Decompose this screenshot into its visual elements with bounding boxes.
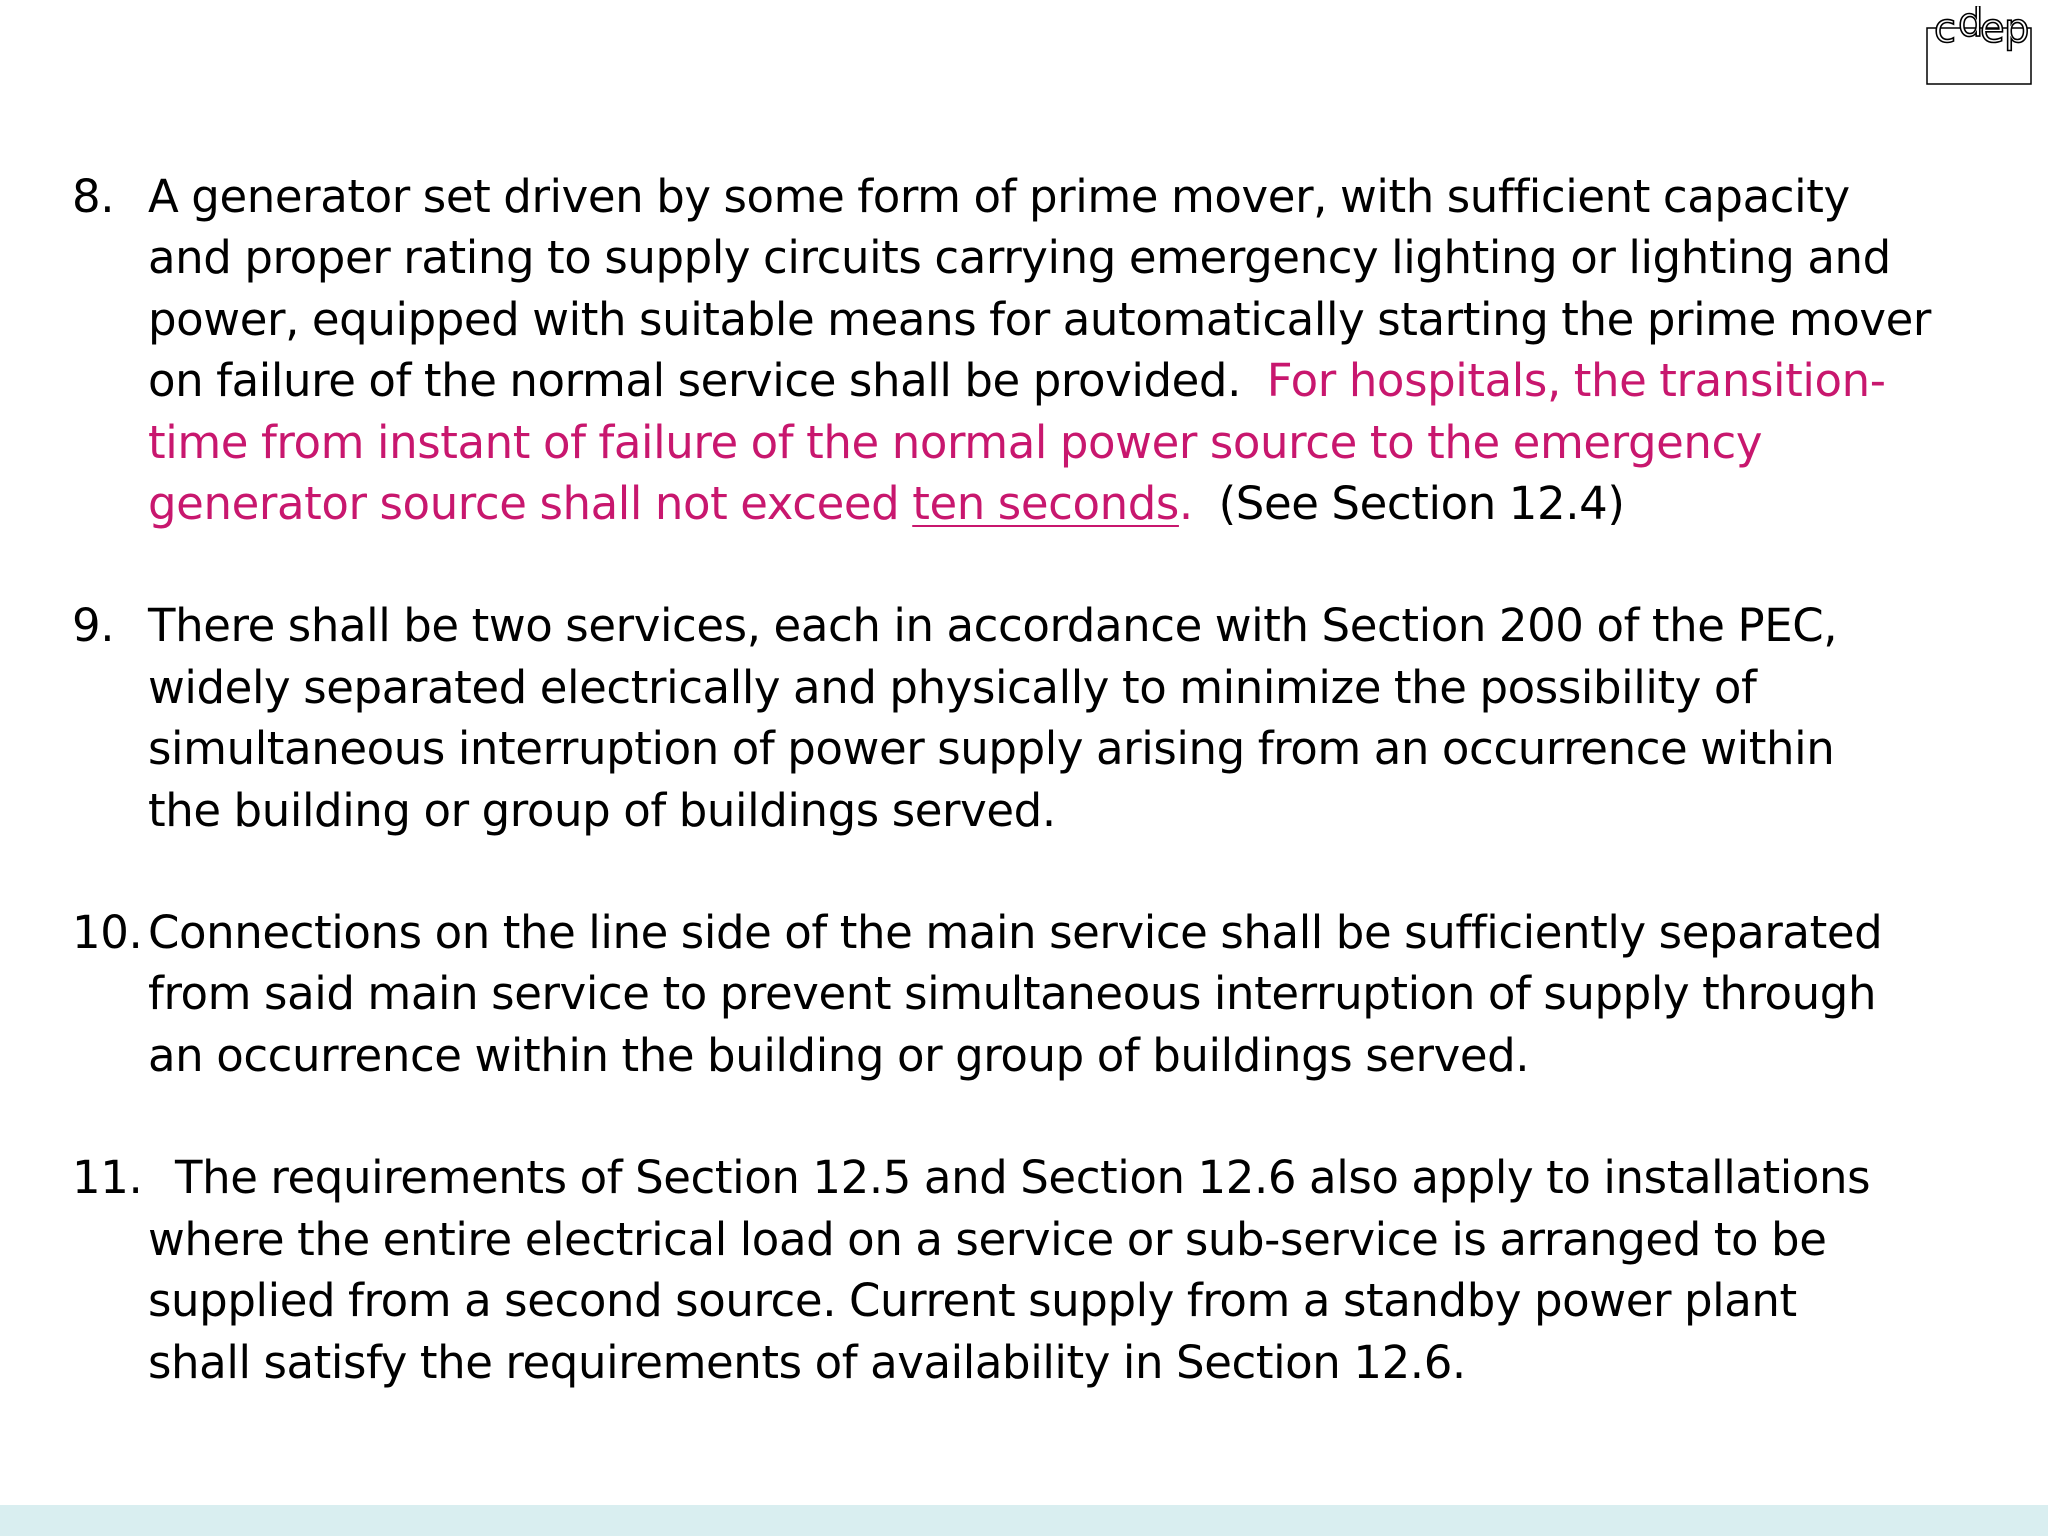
item-line: There shall be two services, each in accordance with Section 200 of the PEC, — [148, 599, 1838, 653]
item-number: 11. — [72, 1151, 143, 1205]
item-line: the building or group of buildings served. — [148, 783, 1056, 837]
svg-text:p: p — [2004, 6, 2030, 52]
item-line: where the entire electrical load on a service or sub-service is arranged to be — [148, 1212, 1827, 1266]
item-number: 9. — [72, 599, 115, 653]
numbered-list — [72, 166, 1992, 1393]
item-line: and proper rating to supply circuits carrying emergency lighting or lighting and — [148, 231, 1891, 285]
item-line — [148, 350, 1992, 411]
item-line: shall satisfy the requirements of availability in Section 12.6. — [148, 1335, 1466, 1389]
ten-seconds-emphasis: ten seconds — [912, 477, 1179, 531]
svg-text:c: c — [1934, 6, 1956, 52]
item-line: The requirements of Section 12.5 and Section 12.6 also apply to installations — [175, 1151, 1871, 1205]
hospital-requirement-text: generator source shall not exceed — [148, 477, 900, 531]
item-number: 8. — [72, 170, 115, 223]
svg-text:e: e — [1980, 6, 2005, 52]
hospital-requirement-text: time from instant of failure of the normal power source to the emergency — [148, 415, 1763, 469]
list-item-8 — [72, 166, 1992, 534]
item-line: from said main service to prevent simultaneous interruption of supply through — [148, 967, 1877, 1021]
item-line: supplied from a second source. Current supply from a standby power plant — [148, 1274, 1797, 1328]
item-line: an occurrence within the building or group of buildings served. — [148, 1028, 1530, 1082]
section-reference: (See Section 12.4) — [1218, 477, 1625, 531]
item-line: A generator set driven by some form of prime mover, with sufficient capacity — [148, 170, 1850, 223]
item-number: 10. — [72, 906, 143, 960]
period: . — [1178, 477, 1193, 531]
item-line: widely separated electrically and physically to minimize the possibility of — [148, 660, 1757, 714]
svg-text:d: d — [1958, 6, 1984, 46]
item-text: on failure of the normal service shall be provided. — [148, 354, 1241, 408]
list-item-10 — [72, 902, 1992, 1086]
hospital-requirement-text: For hospitals, the transition- — [1266, 354, 1886, 408]
item-line — [148, 473, 1992, 534]
item-line: Connections on the line side of the main service shall be sufficiently separated — [148, 906, 1883, 960]
item-line: simultaneous interruption of power supply arising from an occurrence within — [148, 722, 1835, 776]
footer-bar — [0, 1505, 2048, 1536]
cdep-logo-icon — [1924, 6, 2042, 86]
list-item-9 — [72, 595, 1992, 841]
item-line: power, equipped with suitable means for automatically starting the prime mover — [148, 292, 1932, 346]
list-item-11 — [72, 1147, 1992, 1393]
